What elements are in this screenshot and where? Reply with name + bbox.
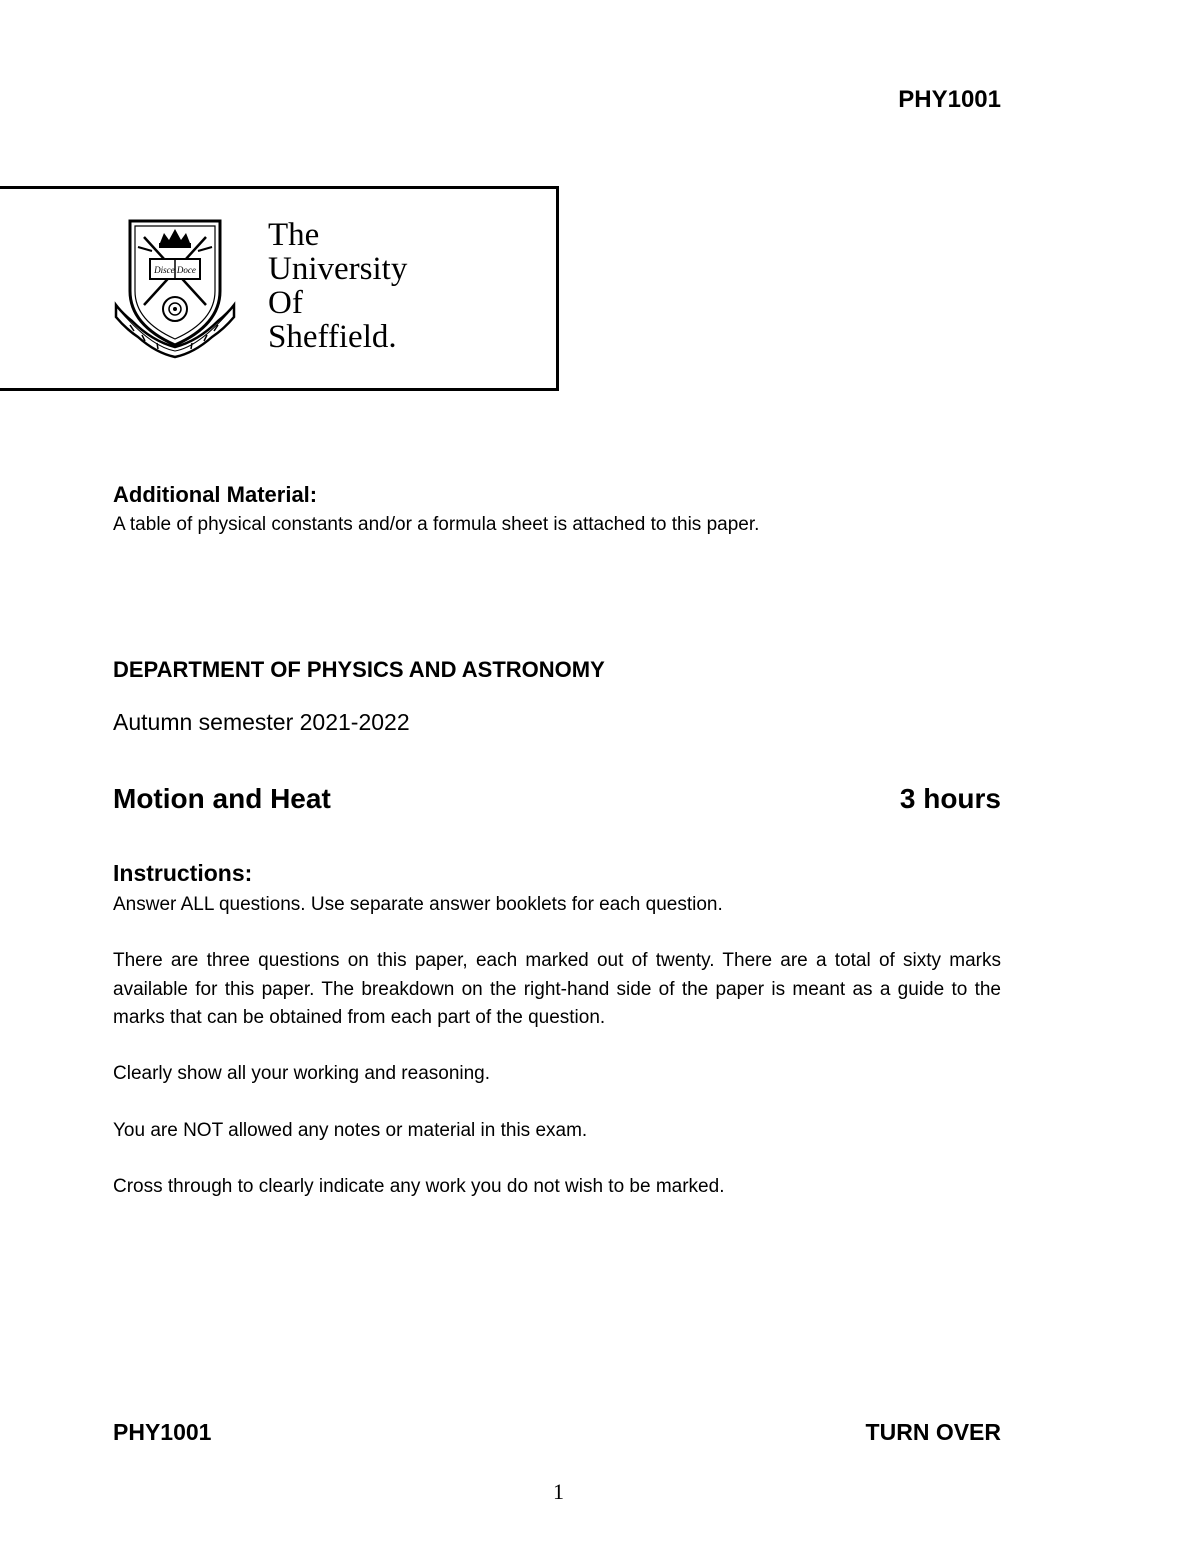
page-number: 1 bbox=[553, 1479, 564, 1504]
additional-material-text: A table of physical constants and/or a formula sheet is attached to this paper. bbox=[113, 514, 760, 535]
turn-over-label: TURN OVER bbox=[865, 1419, 1001, 1445]
semester: Autumn semester 2021-2022 bbox=[113, 709, 410, 735]
exam-title: Motion and Heat bbox=[113, 783, 331, 814]
module-code-header: PHY1001 bbox=[898, 86, 1001, 113]
university-crest-icon bbox=[112, 213, 238, 363]
university-name-line: University bbox=[268, 251, 408, 287]
instruction-paragraph: You are NOT allowed any notes or material in this exam. bbox=[113, 1120, 588, 1141]
university-name-line: Sheffield. bbox=[268, 319, 397, 355]
instructions-heading: Instructions: bbox=[113, 860, 253, 886]
university-name bbox=[268, 218, 407, 354]
additional-material-heading: Additional Material: bbox=[113, 482, 318, 507]
instruction-paragraph: Answer ALL questions. Use separate answer booklets for each question. bbox=[113, 894, 723, 915]
exam-duration: 3 hours bbox=[899, 783, 1001, 814]
crest-book-text: Disce Doce bbox=[154, 265, 196, 275]
department-name: DEPARTMENT OF PHYSICS AND ASTRONOMY bbox=[113, 657, 605, 682]
university-name-line: The bbox=[268, 217, 320, 253]
instruction-paragraph: Clearly show all your working and reasoning. bbox=[113, 1063, 491, 1084]
instruction-paragraph: Cross through to clearly indicate any work you do not wish to be marked. bbox=[113, 1176, 725, 1197]
module-code-footer: PHY1001 bbox=[113, 1419, 212, 1445]
instruction-paragraph: There are three questions on this paper, each marked out of twenty. There are a total of sixty marks available for this paper. The breakdown on the right-hand side of the paper is meant as a guide to the marks that can be obtained from each part of the question. bbox=[113, 950, 1001, 1028]
university-name-line: Of bbox=[268, 285, 303, 321]
